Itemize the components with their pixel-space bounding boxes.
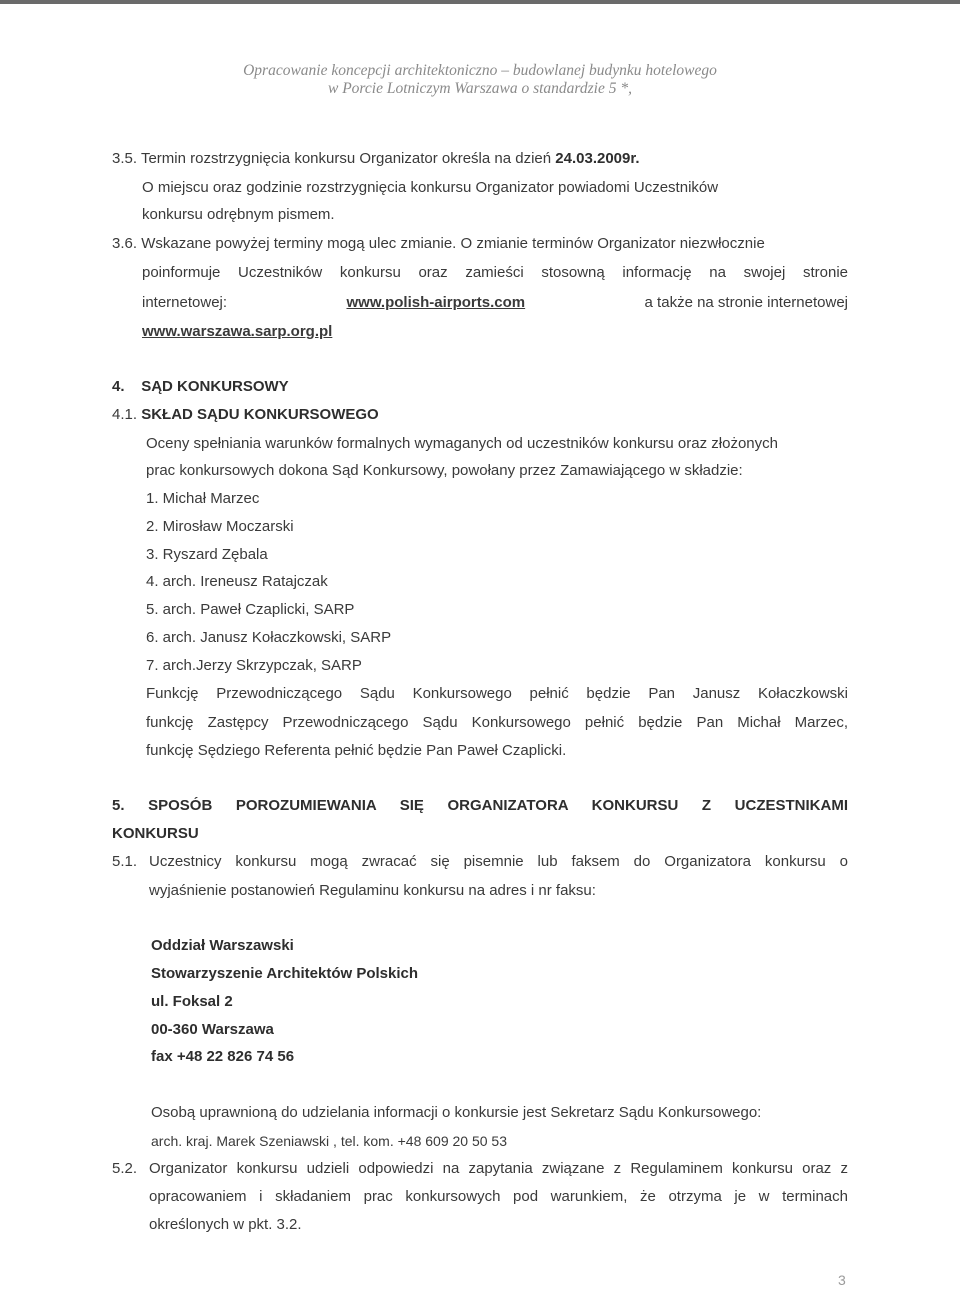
section-3-5-date: 24.03.2009r. bbox=[555, 150, 640, 167]
section-4-heading bbox=[112, 378, 289, 396]
section-4-1-intro-1: Oceny spełniania warunków formalnych wymaganych od uczestników konkursu oraz złożonych bbox=[146, 435, 778, 452]
section-3-5-text: Termin rozstrzygnięcia konkursu Organizator określa na dzień bbox=[140, 150, 552, 167]
section-5-2-text: Organizator konkursu udzieli odpowiedzi na zapytania związane z Regulaminem konkursu oraz z bbox=[149, 1160, 848, 1177]
fax-number: fax +48 22 826 74 56 bbox=[151, 1048, 295, 1065]
jury-member-6: 6. arch. Janusz Kołaczkowski, SARP bbox=[146, 629, 392, 646]
section-5-2-number: 5.2. bbox=[112, 1160, 138, 1177]
section-3-6-line-2: poinformuje Uczestników konkursu oraz zamieści stosowną informację na swojej stronie bbox=[142, 264, 848, 281]
polish-airports-link[interactable]: www.polish-airports.com bbox=[346, 294, 526, 311]
jury-member-5: 5. arch. Paweł Czaplicki, SARP bbox=[146, 601, 355, 618]
header-line-2: w Porcie Lotniczym Warszawa o standardzie 5 *, bbox=[328, 80, 632, 97]
jury-member-2: 2. Mirosław Moczarski bbox=[146, 518, 294, 535]
jury-member-1: 1. Michał Marzec bbox=[146, 490, 260, 507]
section-3-5-line-1 bbox=[112, 150, 640, 168]
section-4-1-number: 4.1. bbox=[112, 406, 138, 423]
section-4-number: 4. bbox=[112, 378, 125, 395]
section-5-1-text: Uczestnicy konkursu mogą zwracać się pisemnie lub faksem do Organizatora konkursu o bbox=[149, 853, 848, 870]
section-3-6-line-3 bbox=[142, 294, 848, 312]
jury-roles-line-3: funkcję Sędziego Referenta pełnić będzie Pan Paweł Czaplicki. bbox=[146, 742, 567, 759]
section-4-title: SĄD KONKURSOWY bbox=[141, 378, 289, 395]
jury-member-3: 3. Ryszard Zębala bbox=[146, 546, 268, 563]
section-5-2-line-1 bbox=[112, 1160, 848, 1178]
address-line-2: Stowarzyszenie Architektów Polskich bbox=[151, 965, 419, 982]
contact-line-1: Osobą uprawnioną do udzielania informacji o konkursie jest Sekretarz Sądu Konkursowego: bbox=[151, 1104, 762, 1121]
jury-member-4: 4. arch. Ireneusz Ratajczak bbox=[146, 573, 328, 590]
section-4-1-intro-2: prac konkursowych dokona Sąd Konkursowy, powołany przez Zamawiającego w składzie: bbox=[146, 462, 743, 479]
section-3-6-line-3-pre: internetowej: bbox=[142, 294, 228, 311]
section-5-1-number: 5.1. bbox=[112, 853, 138, 870]
section-5-1-line-2: wyjaśnienie postanowień Regulaminu konkursu na adres i nr faksu: bbox=[149, 882, 596, 899]
address-line-4: 00-360 Warszawa bbox=[151, 1021, 274, 1038]
page-number: 3 bbox=[838, 1272, 846, 1288]
section-5-title-line-2: KONKURSU bbox=[112, 825, 199, 842]
header-line-1: Opracowanie koncepcji architektoniczno – budowlanej budynku hotelowego bbox=[243, 62, 717, 79]
section-3-5-line-2: O miejscu oraz godzinie rozstrzygnięcia konkursu Organizator powiadomi Uczestników bbox=[142, 179, 719, 196]
jury-roles-line-2: funkcję Zastępcy Przewodniczącego Sądu Konkursowego pełnić będzie Pan Michał Marzec, bbox=[146, 714, 848, 731]
top-rule bbox=[0, 0, 960, 4]
section-3-6-text: Wskazane powyżej terminy mogą ulec zmianie. O zmianie terminów Organizator niezwłocznie bbox=[141, 235, 765, 252]
jury-member-7: 7. arch.Jerzy Skrzypczak, SARP bbox=[146, 657, 362, 674]
section-3-5-number: 3.5. bbox=[112, 150, 138, 167]
section-3-6-line-1 bbox=[112, 235, 765, 253]
section-3-6-line-3-post: a także na stronie internetowej bbox=[644, 294, 848, 311]
contact-line-2: arch. kraj. Marek Szeniawski , tel. kom. +48 609 20 50 53 bbox=[151, 1133, 508, 1149]
section-3-6-number: 3.6. bbox=[112, 235, 138, 252]
section-5-2-line-3: określonych w pkt. 3.2. bbox=[149, 1216, 302, 1233]
section-4-1-heading bbox=[112, 406, 379, 424]
section-5-title-line-1: 5. SPOSÓB POROZUMIEWANIA SIĘ ORGANIZATORA KONKURSU Z UCZESTNIKAMI bbox=[112, 797, 848, 814]
address-line-3: ul. Foksal 2 bbox=[151, 993, 233, 1010]
section-4-1-title: SKŁAD SĄDU KONKURSOWEGO bbox=[141, 406, 379, 423]
section-5-1-line-1 bbox=[112, 853, 848, 871]
section-3-5-line-3: konkursu odrębnym pismem. bbox=[142, 206, 335, 223]
jury-roles-line-1: Funkcję Przewodniczącego Sądu Konkursowego pełnić będzie Pan Janusz Kołaczkowski bbox=[146, 685, 848, 702]
document-header bbox=[0, 62, 960, 98]
address-line-1: Oddział Warszawski bbox=[151, 937, 294, 954]
warszawa-sarp-link[interactable]: www.warszawa.sarp.org.pl bbox=[142, 323, 333, 340]
section-5-2-line-2: opracowaniem i składaniem prac konkursowych pod warunkiem, że otrzyma je w terminach bbox=[149, 1188, 848, 1205]
